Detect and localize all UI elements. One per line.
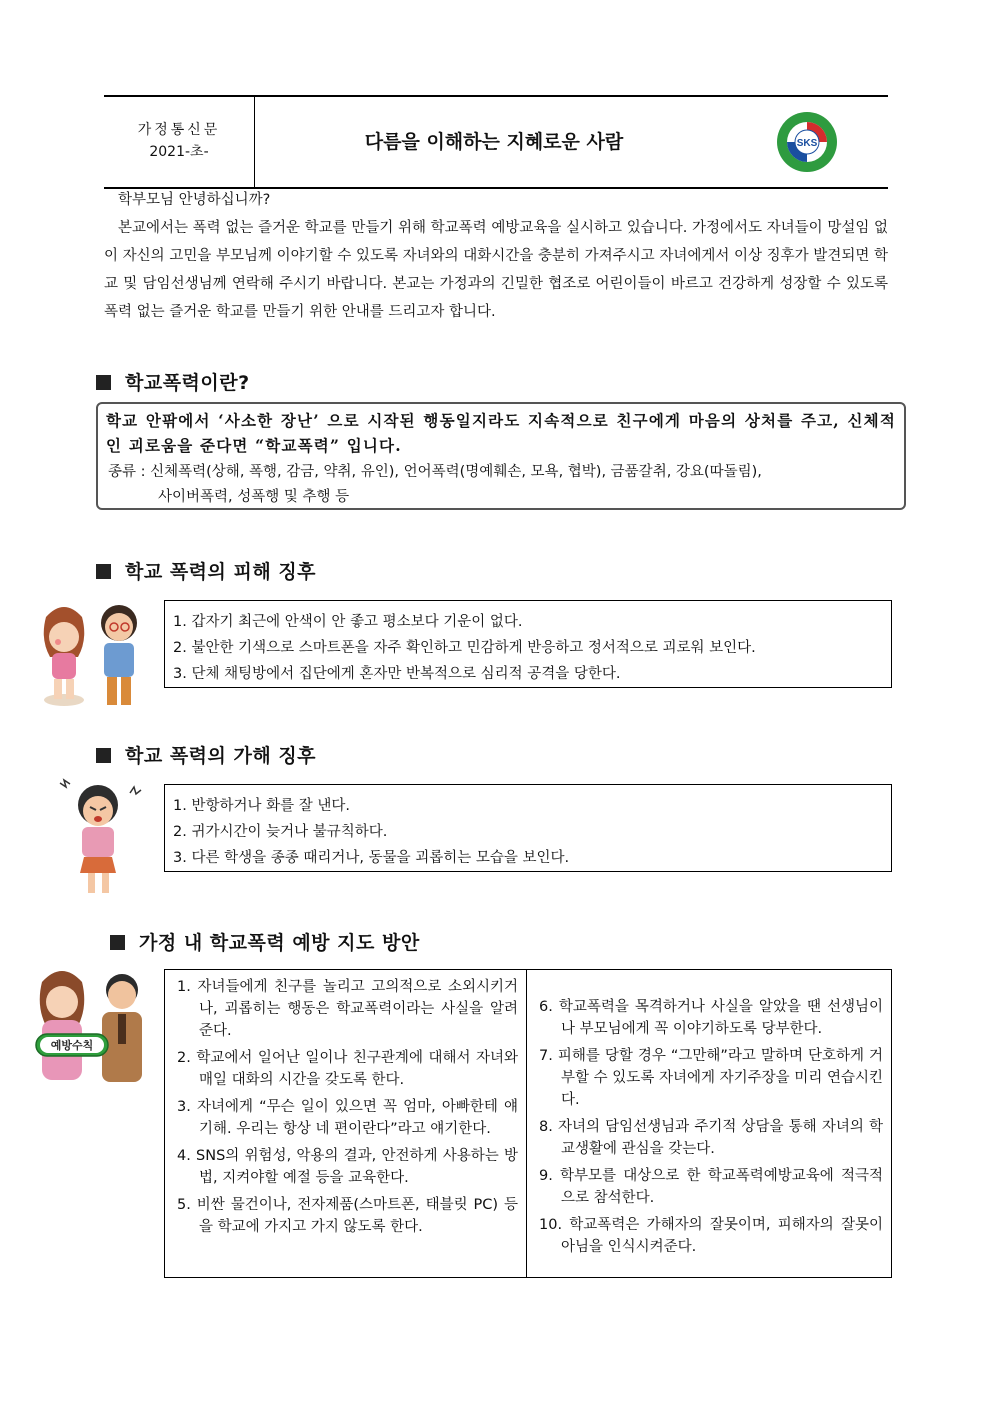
section-heading-victim [96,557,316,584]
school-logo-icon [776,111,838,173]
greeting: 학부모님 안녕하십니까? [118,192,271,208]
prevention-item: 4. SNS의 위험성, 악용의 결과, 안전하게 사용하는 방법, 지켜야할 예절 등을 교육한다. [177,1148,518,1186]
square-bullet-icon [96,564,111,579]
victim-signs-box [164,600,892,688]
prevention-item: 7. 피해를 당할 경우 “그만해”라고 말하며 단호하게 거부할 수 있도록 자녀에게 자기주장을 미리 연습시킨다. [539,1048,883,1108]
intro-body: 본교에서는 폭력 없는 즐거운 학교를 만들기 위해 학교폭력 예방교육을 실시하고 있습니다. 가정에서도 자녀들이 망설임 없이 자신의 고민을 부모님께 이야기할 수 있도록 자녀와의 대화시간을 충분히 가져주시고 자녀에게서 이상 징후가 발견되면 학교 및 담임선생님께 연락해 주시기 바랍니다. 본교는 가정과의 긴밀한 협조로 어린이들이 바르고 건강하게 성장할 수 있도록 폭력 없는 즐거운 학교를 만들기 위한 안내를 드리고자 합니다. [104,220,888,320]
prevention-item: 3. 자녀에게 “무슨 일이 있으면 꼭 엄마, 아빠한테 얘기해. 우리는 항상 네 편이란다”라고 얘기한다. [177,1099,518,1137]
worried-family-illustration [24,595,158,715]
prevention-item: 2. 학교에서 일어난 일이나 친구관계에 대해서 자녀와 매일 대화의 시간을 갖도록 한다. [177,1050,518,1088]
prevention-table [164,969,892,1278]
page-title: 다름을 이해하는 지혜로운 사람 [364,131,624,153]
doc-info [104,97,255,187]
logo-text: SKS [796,138,818,149]
prevention-item: 1. 자녀들에게 친구를 놀리고 고의적으로 소외시키거나, 괴롭히는 행동은 학교폭력이라는 사실을 알려준다. [177,979,518,1039]
heading-text: 학교 폭력의 피해 징후 [125,561,317,583]
prevention-item: 8. 자녀의 담임선생님과 주기적 상담을 통해 자녀의 학교생활에 관심을 갖는다. [539,1119,883,1157]
parents-illustration [22,962,160,1102]
prevention-item: 10. 학교폭력은 가해자의 잘못이며, 피해자의 잘못이 아님을 인식시켜준다. [539,1217,883,1255]
letter-header [104,95,888,189]
section-heading-definition [96,368,250,395]
angry-child-illustration [50,775,146,899]
school-logo [776,111,838,173]
victim-sign-item: 2. 불안한 기색으로 스마트폰을 자주 확인하고 민감하게 반응하고 정서적으로 괴로워 보인다. [173,640,756,656]
square-bullet-icon [110,935,125,950]
victim-sign-item: 1. 갑자기 최근에 안색이 안 좋고 평소보다 기운이 없다. [173,614,523,630]
prevention-item: 9. 학부모를 대상으로 한 학교폭력예방교육에 적극적으로 참석한다. [539,1168,883,1206]
doc-number: 2021-초- [149,144,209,160]
violence-types-line2: 사이버폭력, 성폭행 및 추행 등 [158,489,350,505]
definition-statement: 학교 안팎에서 ‘사소한 장난’ 으로 시작된 행동일지라도 지속적으로 친구에게 마음의 상처를 주고, 신체적인 괴로움을 준다면 “학교폭력” 입니다. [106,411,896,455]
square-bullet-icon [96,748,111,763]
victim-sign-item: 3. 단체 채팅방에서 집단에게 혼자만 반복적으로 심리적 공격을 당한다. [173,666,621,682]
doc-type: 가정통신문 [137,122,221,138]
angry-person-icon [50,775,146,899]
section-heading-prevention [110,928,420,955]
square-bullet-icon [96,375,111,390]
intro-text [104,186,888,326]
prevention-right-column [535,996,883,1263]
violence-types-line1: 종류 : 신체폭력(상해, 폭행, 감금, 약취, 유인), 언어폭력(명예훼손, 모욕, 협박), 금품갈취, 강요(따돌림), [108,464,762,480]
parents-icon [22,962,160,1102]
worried-people-icon [24,595,158,715]
heading-text: 학교폭력이란? [125,372,250,394]
perpetrator-sign-item: 3. 다른 학생을 종종 때리거나, 동물을 괴롭히는 모습을 보인다. [173,850,570,866]
section-heading-perpetrator [96,741,316,768]
definition-box [96,402,906,510]
heading-text: 가정 내 학교폭력 예방 지도 방안 [139,932,420,954]
column-divider [526,970,527,1277]
perpetrator-sign-item: 1. 반항하거나 화를 잘 낸다. [173,798,350,814]
prevention-item: 6. 학교폭력을 목격하거나 사실을 알았을 땐 선생님이나 부모님에게 꼭 이야기하도록 당부한다. [539,999,883,1037]
perpetrator-signs-box [164,784,892,872]
perpetrator-sign-item: 2. 귀가시간이 늦거나 불규칙하다. [173,824,388,840]
heading-text: 학교 폭력의 가해 징후 [125,745,317,767]
prevention-sign-text: 예방수칙 [50,1039,94,1052]
prevention-item: 5. 비싼 물건이나, 전자제품(스마트폰, 태블릿 PC) 등을 학교에 가지고 가지 않도록 한다. [177,1197,518,1235]
prevention-left-column [173,976,518,1243]
